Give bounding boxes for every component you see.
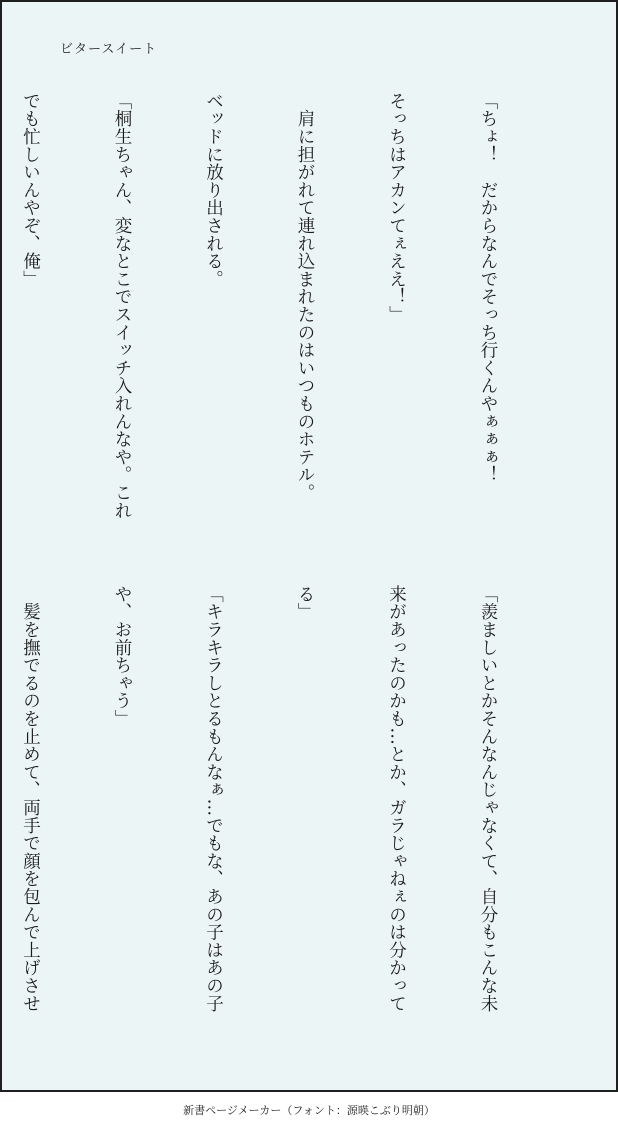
text-column: 髪を撫でるのを止めて、両手で顔を包んで上げさせ xyxy=(20,585,41,1013)
text-column: 肩に担がれて連れ込まれたのはいつものホテル。 xyxy=(295,92,315,502)
text-column: ベッドに放り出される。 xyxy=(203,92,224,288)
text-column: そっちはアカンてぇええ！」 xyxy=(386,92,407,324)
lower-text-block xyxy=(0,585,564,1025)
text-column: 「ちょ！ だからなんでそっち行くんやぁぁぁ！ xyxy=(478,92,498,484)
text-column: る」 xyxy=(295,585,315,621)
text-column: でも忙しいんやぞ、俺」 xyxy=(20,92,41,288)
text-column: 来があったのかも…とか、ガラじゃねぇのは分かって xyxy=(386,585,407,1013)
text-column: 「羨ましいとかそんなんじゃなくて、自分もこんな未 xyxy=(478,585,498,1013)
text-column: 「桐生ちゃん、変なとこでスイッチ入れんなや。これ xyxy=(112,92,132,520)
footer-credit: 新書ページメーカー（フォント：源暎こぶり明朝） xyxy=(183,1104,435,1117)
upper-text-block xyxy=(0,92,564,532)
text-column: や、お前ちゃう」 xyxy=(112,585,132,728)
text-column: 「キラキラしとるもんなぁ…でもな、あの子はあの子 xyxy=(203,585,224,1013)
running-title: ビタースイート xyxy=(60,42,158,57)
